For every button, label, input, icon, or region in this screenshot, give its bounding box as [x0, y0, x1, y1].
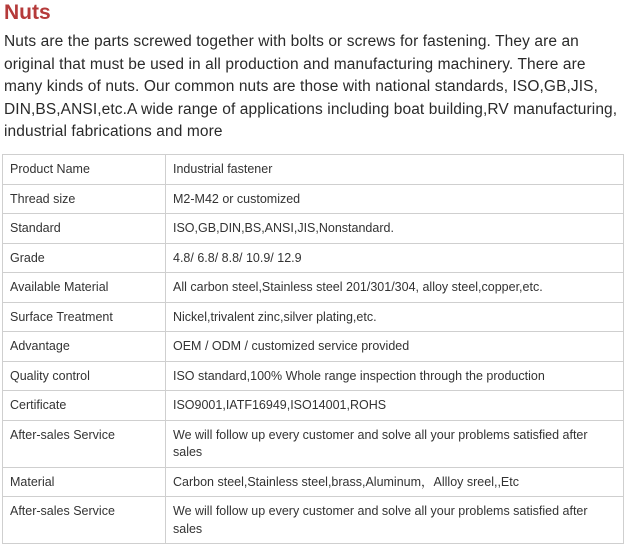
spec-table: [2, 154, 624, 544]
spec-key: Certificate: [3, 391, 166, 421]
spec-key: Quality control: [3, 361, 166, 391]
spec-value: We will follow up every customer and solve all your problems satisfied after sales: [166, 420, 624, 467]
spec-key: Standard: [3, 214, 166, 244]
spec-key: Thread size: [3, 184, 166, 214]
table-row: [3, 497, 624, 544]
table-row: [3, 332, 624, 362]
table-row: [3, 155, 624, 185]
table-row: [3, 467, 624, 497]
spec-key: After-sales Service: [3, 497, 166, 544]
table-row: [3, 214, 624, 244]
intro-paragraph: Nuts are the parts screwed together with bolts or screws for fastening. They are an original that must be used in all production and manufacturing machinery. There are many kinds of nuts. Our common nuts are those with national standards, ISO,GB,JIS, DIN,BS,ANSI,etc.A wide range of applications including boat building,RV manufacturing, industrial fabrications and more: [4, 33, 618, 141]
table-row: [3, 302, 624, 332]
page-title: Nuts: [4, 1, 51, 24]
table-row: [3, 273, 624, 303]
table-row: [3, 184, 624, 214]
table-row: [3, 391, 624, 421]
spec-value: 4.8/ 6.8/ 8.8/ 10.9/ 12.9: [166, 243, 624, 273]
spec-value: OEM / ODM / customized service provided: [166, 332, 624, 362]
spec-key: Material: [3, 467, 166, 497]
table-row: [3, 420, 624, 467]
spec-key: Product Name: [3, 155, 166, 185]
spec-value: ISO9001,IATF16949,ISO14001,ROHS: [166, 391, 624, 421]
spec-value: We will follow up every customer and solve all your problems satisfied after sales: [166, 497, 624, 544]
spec-key: Surface Treatment: [3, 302, 166, 332]
spec-key: After-sales Service: [3, 420, 166, 467]
spec-value: Industrial fastener: [166, 155, 624, 185]
spec-value: Nickel,trivalent zinc,silver plating,etc.: [166, 302, 624, 332]
spec-key: Grade: [3, 243, 166, 273]
table-row: [3, 361, 624, 391]
spec-key: Available Material: [3, 273, 166, 303]
spec-key: Advantage: [3, 332, 166, 362]
table-row: [3, 243, 624, 273]
spec-value: All carbon steel,Stainless steel 201/301/304, alloy steel,copper,etc.: [166, 273, 624, 303]
spec-value: Carbon steel,Stainless steel,brass,Aluminum，Allloy sreel,,Etc: [166, 467, 624, 497]
spec-value: ISO,GB,DIN,BS,ANSI,JIS,Nonstandard.: [166, 214, 624, 244]
spec-value: M2-M42 or customized: [166, 184, 624, 214]
spec-value: ISO standard,100% Whole range inspection through the production: [166, 361, 624, 391]
